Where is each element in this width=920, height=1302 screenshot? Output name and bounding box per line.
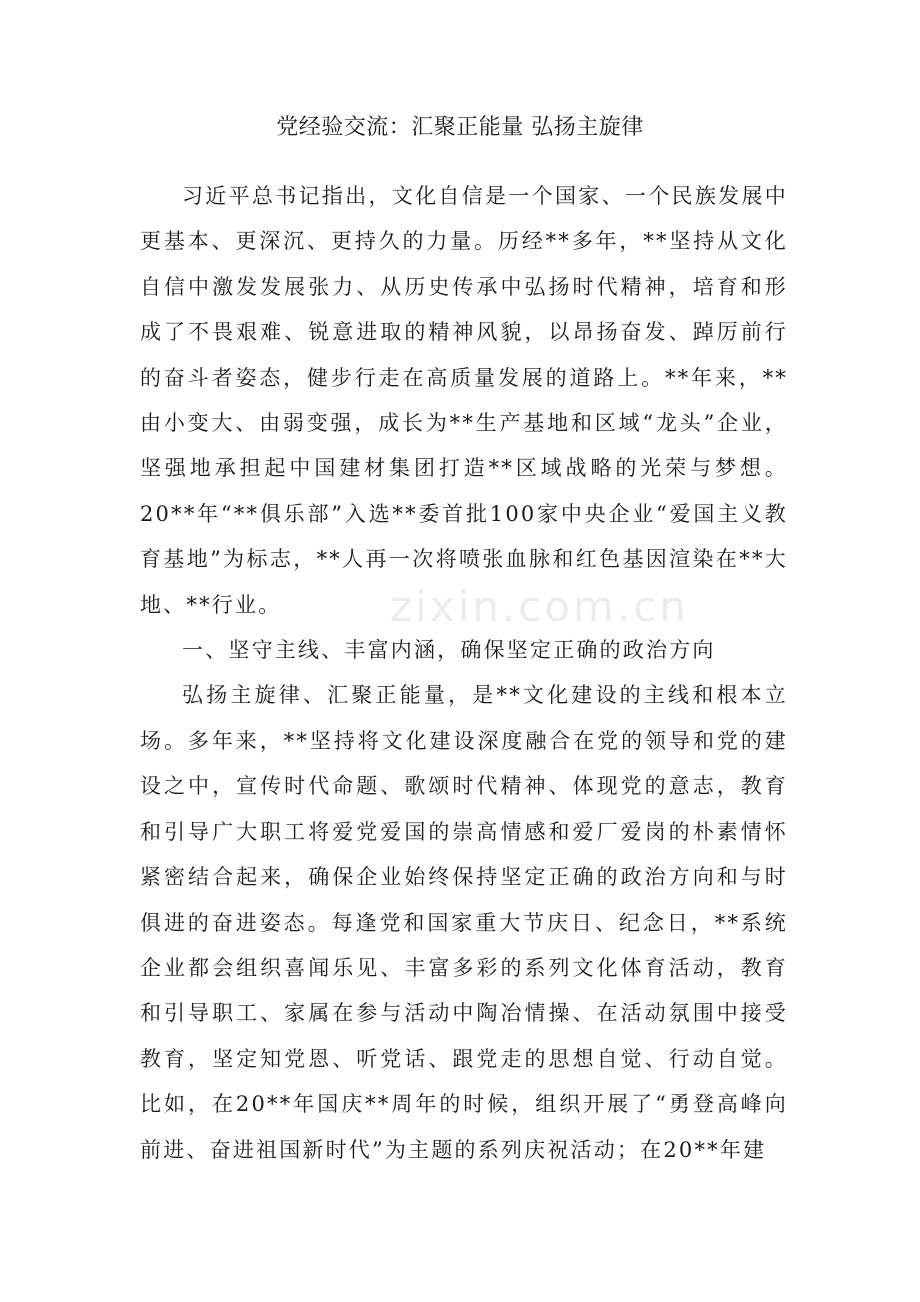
document-title: 党经验交流：汇聚正能量 弘扬主旋律	[276, 115, 644, 140]
section-heading-1: 一、坚守主线、丰富内涵，确保坚定正确的政治方向	[182, 638, 716, 663]
paragraph-intro: 习近平总书记指出，文化自信是一个国家、一个民族发展中更基本、更深沉、更持久的力量。历经**多年，**坚持从文化自信中激发发展张力、从历史传承中弘扬时代精神，培育和形成了不畏艰难、锐意进取的精神风貌，以昂扬奋发、踔厉前行的奋斗者姿态，健步行走在高质量发展的道路上。**年来，**由小变大、由弱变强，成长为**生产基地和区域“龙头”企业，坚强地承担起中国建材集团打造**区域战略的光荣与梦想。20**年“**俱乐部”入选**委首批100家中央企业“爱国主义教育基地”为标志，**人再一次将喷张血脉和红色基因渲染在**大地、**行业。	[140, 184, 788, 617]
watermark-text: zixin.com.cn	[390, 582, 689, 631]
document-body	[140, 174, 788, 1173]
paragraph-section-1: 弘扬主旋律、汇聚正能量，是**文化建设的主线和根本立场。多年来，**坚持将文化建设深度融合在党的领导和党的建设之中，宣传时代命题、歌颂时代精神、体现党的意志，教育和引导广大职工将爱党爱国的崇高情感和爱厂爱岗的朴素情怀紧密结合起来，确保企业始终保持坚定正确的政治方向和与时俱进的奋进姿态。每逢党和国家重大节庆日、纪念日，**系统企业都会组织喜闻乐见、丰富多彩的系列文化体育活动，教育和引导职工、家属在参与活动中陶冶情操、在活动氛围中接受教育，坚定知党恩、听党话、跟党走的思想自觉、行动自觉。比如，在20**年国庆**周年的时候，组织开展了“勇登高峰向前进、奋进祖国新时代”为主题的系列庆祝活动；在20**年建	[140, 683, 788, 1162]
